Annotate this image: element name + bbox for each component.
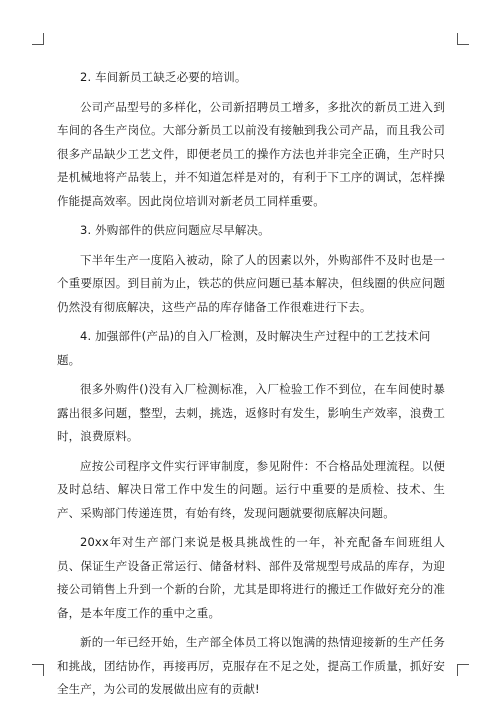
paragraph-inspection: 很多外购件()没有入厂检测标准，入厂检验工作不到位，在车间使时暴露出很多问题，整型，去刺，挑选，返修时有发生，影响生产效率，浪费工时，浪费原料。 [57, 382, 445, 443]
section-heading-4: 4. 加强部件(产品)的自入厂检测，及时解决生产过程中的工艺技术问题。 [57, 329, 431, 367]
paragraph-year-challenge: 20xx年对生产部门来说是极具挑战性的一年，补充配备车间班组人员、保证生产设备正常运行、储备材料、部件及常规型号成品的库存，为迎接公司销售上升到一个新的台阶，尤其是即将进行的搬迁工作做好充分的准备，是本年度工作的重中之重。 [57, 535, 445, 620]
paragraph-review: 应按公司程序文件实行评审制度，参见附件：不合格品处理流程。以便及时总结、解决日常工作中发生的问题。运行中重要的是质检、技术、生产、采购部门传递连贯，有始有终，发现问题就要彻底解决问题。 [57, 458, 445, 520]
crop-mark-top-left [32, 33, 44, 45]
section-heading-2: 2. 车间新员工缺乏必要的培训。 [80, 70, 247, 84]
crop-mark-bottom-right [457, 664, 469, 676]
paragraph-new-year: 新的一年已经开始，生产部全体员工将以饱满的热情迎接新的生产任务和挑战，团结协作，再接再厉，克服存在不足之处，提高工作质量，抓好安全生产，为公司的发展做出应有的贡献! [57, 635, 445, 696]
paragraph-supply: 下半年生产一度陷入被动，除了人的因素以外，外购部件不及时也是一个重要原因。到目前为止，铁芯的供应问题已基本解决，但线圈的供应问题仍然没有彻底解决，这些产品的库存储备工作很难进行下去。 [57, 252, 445, 314]
section-heading-3: 3. 外购部件的供应问题应尽早解决。 [80, 223, 270, 237]
crop-mark-bottom-left [32, 664, 44, 676]
paragraph-training: 公司产品型号的多样化，公司新招聘员工增多，多批次的新员工进入到车间的各生产岗位。大部分新员工以前没有接触到我公司产品，而且我公司很多产品缺少工艺文件，即便老员工的操作方法也并非完全正确，生产时只是机械地将产品装上，并不知道怎样是对的，有利于下工序的调试，怎样操作能提高效率。因此岗位培训对新老员工同样重要。 [57, 99, 445, 208]
document-body [57, 66, 445, 702]
crop-mark-top-right [457, 33, 469, 45]
